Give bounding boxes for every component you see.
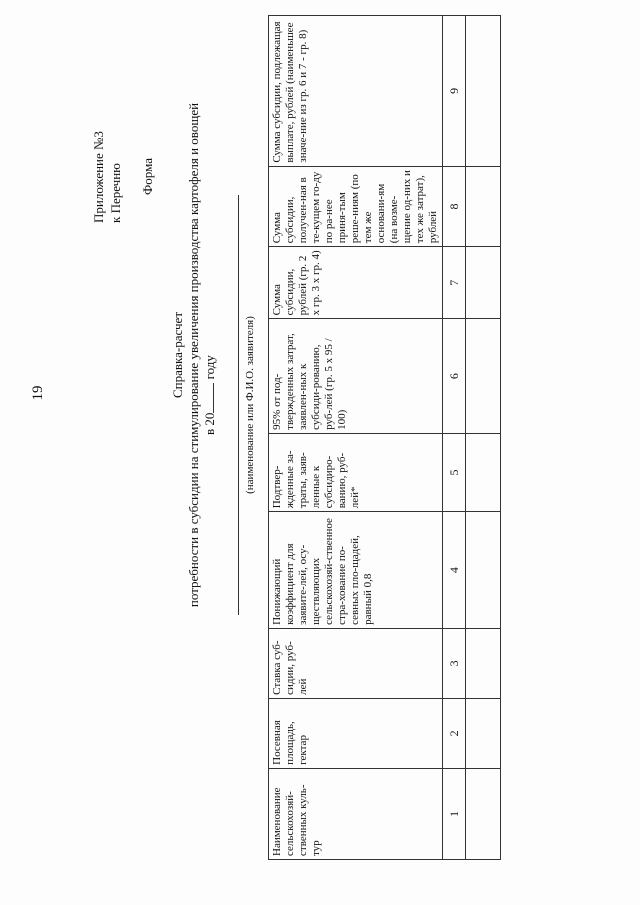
header-cell: Посевная площадь, гектар: [269, 698, 443, 768]
year-prefix: в 20: [202, 412, 217, 435]
applicant-line: [238, 195, 239, 615]
empty-cell: [466, 433, 501, 511]
header-cell: Подтвер-жденные за-траты, заяв-ленные к субсидиро-ванию, руб-лей*: [269, 433, 443, 511]
empty-cell: [466, 319, 501, 434]
header-cell: Сумма субсидии, подлежащая выплате, рублей (наименьшее значе-ние из гр. 6 и 7 - гр. 8): [269, 16, 443, 167]
column-number: 4: [443, 512, 466, 629]
column-number: 5: [443, 433, 466, 511]
header-cell: Сумма субсидии, рублей (гр. 2 x гр. 3 x гр. 4): [269, 247, 443, 319]
column-number-row: [443, 16, 466, 860]
year-blank: [203, 383, 214, 413]
header-cell: Понижающий коэффициент для заявите-лей, осу-ществляющих сельскохозяй-ственное стра-хование по-севных пло-щадей, равный 0,8: [269, 512, 443, 629]
empty-cell: [466, 247, 501, 319]
empty-cell: [466, 16, 501, 167]
header-cell: Ставка суб-сидии, руб-лей: [269, 628, 443, 698]
empty-data-row: [466, 16, 501, 860]
subsidy-table: [268, 15, 501, 860]
header-cell: Сумма субсидии, получен-ная в те-кущем го-ду по ра-нее приня-тым реше-ниям (по тем же основани-ям (на возме-щение од-них и тех же затрат), рублей: [269, 166, 443, 247]
column-number: 8: [443, 166, 466, 247]
column-number: 6: [443, 319, 466, 434]
empty-cell: [466, 698, 501, 768]
appendix-label: [90, 131, 124, 223]
appendix-line-2: к Перечню: [108, 163, 123, 223]
form-label: Форма: [140, 158, 155, 195]
empty-cell: [466, 768, 501, 859]
title-line-1: Справка-расчет: [170, 311, 185, 399]
column-number: 9: [443, 16, 466, 167]
table-header-row: [269, 16, 443, 860]
appendix-line-1: Приложение №3: [91, 131, 106, 223]
column-number: 7: [443, 247, 466, 319]
column-number: 1: [443, 768, 466, 859]
applicant-caption: (наименование или Ф.И.О. заявителя): [244, 316, 256, 494]
empty-cell: [466, 628, 501, 698]
empty-cell: [466, 512, 501, 629]
page-number: 19: [30, 385, 46, 401]
year-suffix: году: [202, 355, 217, 380]
header-cell: 95% от под-твержденных затрат, заявлен-ных к субсиди-рованию, руб-лей (гр. 5 x 95 / 100): [269, 319, 443, 434]
title-line-2: потребности в субсидии на стимулирование увеличения производства картофеля и овощей: [186, 102, 201, 608]
document-title: [170, 35, 202, 675]
column-number: 3: [443, 628, 466, 698]
column-number: 2: [443, 698, 466, 768]
empty-cell: [466, 166, 501, 247]
year-line: [202, 355, 218, 435]
header-cell: Наименование сельскохозяй-ственных куль-тур: [269, 768, 443, 859]
